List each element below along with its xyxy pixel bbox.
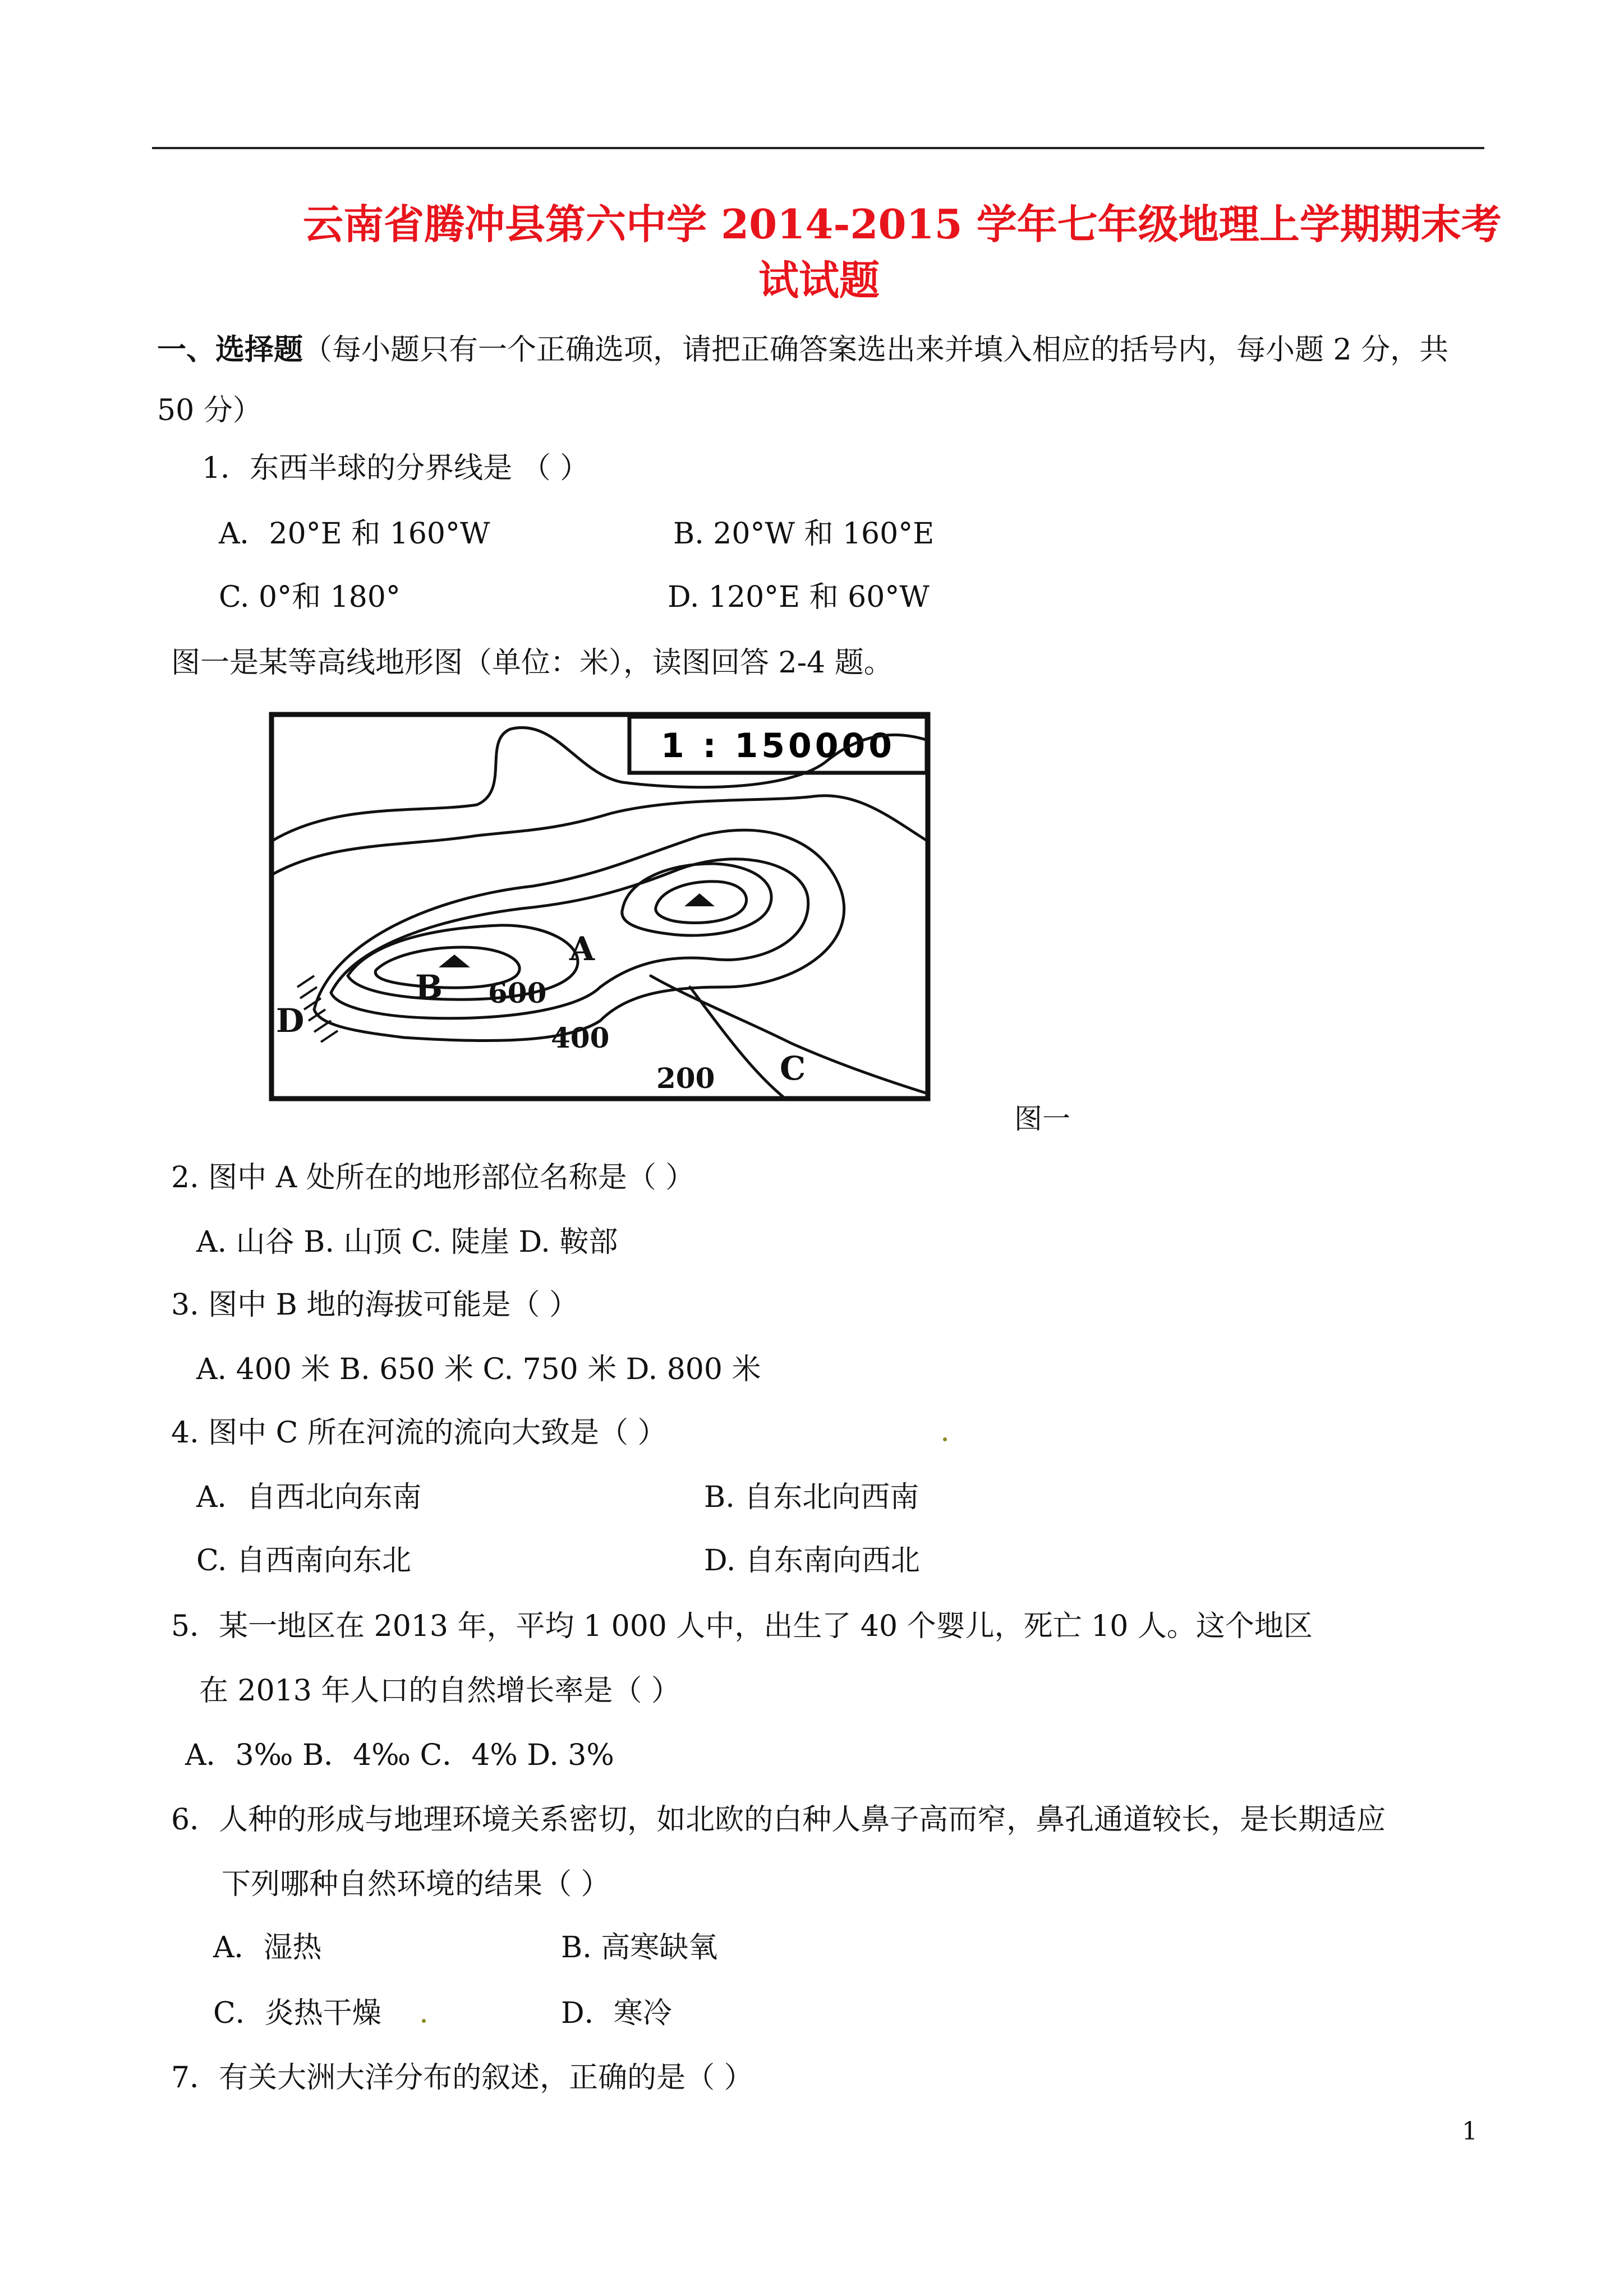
figure-caption: 图一	[1014, 1103, 1070, 1135]
q4-stem: 4. 图中 C 所在河流的流向大致是（ ）	[171, 1416, 667, 1450]
q4-option-c: C. 自西南向东北	[196, 1544, 411, 1578]
q6-stem-cont: 下列哪种自然环境的结果（ ）	[222, 1868, 610, 1901]
q1-option-c: C. 0°和 180°	[219, 580, 401, 614]
q3-options: A. 400 米 B. 650 米 C. 750 米 D. 800 米	[196, 1353, 761, 1386]
contour-map	[264, 707, 937, 1105]
q6-option-b: B. 高寒缺氧	[561, 1931, 718, 1965]
q7-stem: 7．有关大洲大洋分布的叙述，正确的是（ ）	[171, 2061, 753, 2095]
q1-option-d: D. 120°E 和 60°W	[668, 580, 930, 614]
figure-intro: 图一是某等高线地形图（单位：米），读图回答 2-4 题。	[171, 646, 893, 680]
q1-option-b: B. 20°W 和 160°E	[673, 517, 935, 551]
q5-options: A．3‰ B．4‰ C．4% D. 3%	[185, 1739, 614, 1772]
q4-option-d: D. 自东南向西北	[704, 1544, 920, 1578]
page-number: 1	[1462, 2117, 1478, 2146]
title-line-2: 试试题	[758, 256, 880, 304]
q2-stem: 2. 图中 A 处所在的地形部位名称是（ ）	[171, 1161, 695, 1195]
label-c: C	[780, 1049, 806, 1087]
q4-option-b: B. 自东北向西南	[704, 1481, 919, 1514]
map-scale: 1 : 150000	[660, 726, 896, 766]
contour-label-600: 600	[488, 976, 547, 1009]
q5-stem-cont: 在 2013 年人口的自然增长率是（ ）	[199, 1674, 680, 1708]
q1-stem: 1．东西半球的分界线是 （ ）	[202, 451, 590, 485]
label-d: D	[276, 1002, 305, 1040]
label-b: B	[415, 968, 443, 1006]
contour-label-400: 400	[551, 1021, 610, 1054]
section-label: 一、选择题	[157, 333, 303, 367]
section-heading	[157, 320, 1492, 441]
q6-option-a: A．湿热	[213, 1931, 322, 1965]
q6-stem: 6．人种的形成与地理环境关系密切，如北欧的白种人鼻子高而窄，鼻孔通道较长，是长期适应	[171, 1803, 1386, 1837]
contour-label-200: 200	[656, 1062, 715, 1095]
label-a: A	[569, 930, 595, 968]
header-rule	[152, 147, 1484, 149]
stray-dot	[422, 2019, 426, 2023]
stray-dot	[943, 1437, 947, 1441]
section-instruction: （每小题只有一个正确选项，请把正确答案选出来并填入相应的括号内，每小题 2 分，共 50 分）	[157, 333, 1449, 427]
q1-option-a: A．20°E 和 160°W	[219, 517, 490, 551]
q6-option-c: C．炎热干燥	[213, 1997, 381, 2030]
page-title	[303, 196, 1502, 308]
q4-option-a: A．自西北向东南	[196, 1481, 422, 1514]
q3-stem: 3. 图中 B 地的海拔可能是（ ）	[171, 1288, 578, 1322]
q5-stem: 5．某一地区在 2013 年，平均 1 000 人中，出生了 40 个婴儿，死亡 10 人。这个地区	[171, 1610, 1313, 1643]
title-line-1: 云南省腾冲县第六中学 2014-2015 学年七年级地理上学期期末考	[303, 200, 1502, 248]
q2-options: A. 山谷 B. 山顶 C. 陡崖 D. 鞍部	[196, 1225, 618, 1259]
q6-option-d: D．寒冷	[561, 1997, 672, 2030]
